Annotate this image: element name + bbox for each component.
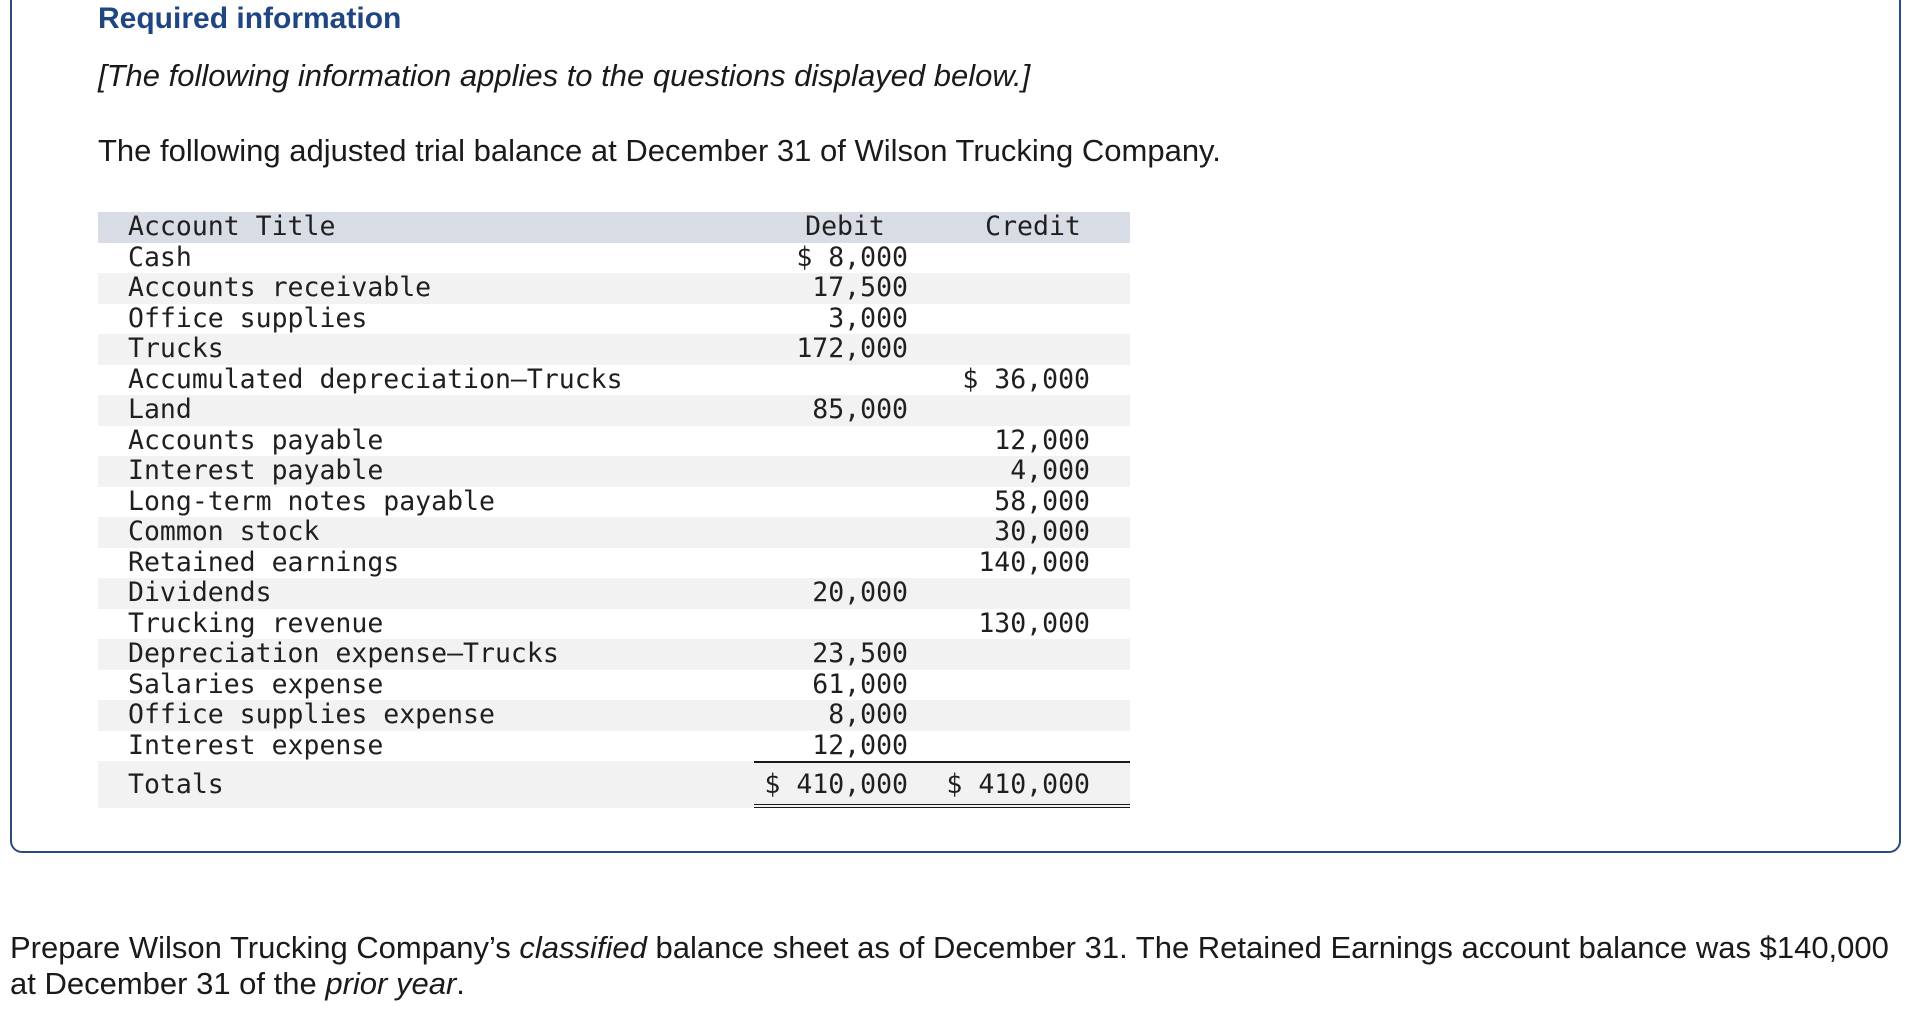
debit-cell: 61,000: [812, 668, 908, 700]
credit-cell: [936, 700, 1130, 731]
debit-cell: 20,000: [812, 577, 908, 608]
totals-debit: $ 410,000: [764, 769, 908, 800]
table-row: [98, 365, 1130, 396]
credit-cell: 30,000: [994, 516, 1090, 547]
debit-cell: [754, 548, 936, 579]
account-title-cell: Long-term notes payable: [128, 485, 495, 517]
credit-cell: 130,000: [978, 607, 1090, 639]
credit-cell: [936, 395, 1130, 426]
credit-cell: [936, 731, 1130, 762]
trial-balance-body: [98, 243, 1130, 762]
debit-cell: [754, 456, 936, 487]
account-title-cell: Common stock: [128, 516, 320, 547]
debit-cell: 3,000: [828, 302, 908, 334]
table-row: [98, 304, 1130, 335]
debit-cell: [754, 365, 936, 396]
account-title-cell: Trucking revenue: [128, 607, 384, 639]
debit-cell: [754, 426, 936, 457]
prompt-text-2: balance sheet as of December 31. The Retained Earnings account balance was $140,000 at December 31 of the: [10, 930, 1889, 1001]
credit-cell: 12,000: [994, 424, 1090, 456]
table-row: [98, 578, 1130, 609]
table-row: [98, 700, 1130, 731]
prompt-text-3: .: [456, 966, 465, 1001]
table-row: [98, 395, 1130, 426]
intro-text: The following adjusted trial balance at December 31 of Wilson Trucking Company.: [98, 133, 1221, 168]
totals-row: [98, 761, 1130, 808]
table-row: [98, 517, 1130, 548]
prompt-emphasis-prior-year: prior year: [325, 966, 457, 1001]
account-title-cell: Salaries expense: [128, 668, 384, 700]
table-header-row: [98, 212, 1130, 243]
account-title-cell: Interest expense: [128, 729, 384, 761]
totals-label: Totals: [128, 769, 224, 800]
debit-cell: [754, 609, 936, 640]
column-header-account-title: Account Title: [128, 211, 336, 242]
table-row: [98, 670, 1130, 701]
debit-cell: 85,000: [812, 394, 908, 425]
credit-cell: [936, 304, 1130, 335]
table-row: [98, 548, 1130, 579]
table-row: [98, 456, 1130, 487]
credit-cell: [936, 670, 1130, 701]
table-row: [98, 487, 1130, 518]
account-title-cell: Dividends: [128, 577, 272, 608]
account-title-cell: Cash: [128, 241, 192, 273]
account-title-cell: Interest payable: [128, 455, 384, 486]
credit-cell: [936, 273, 1130, 304]
account-title-cell: Office supplies expense: [128, 699, 495, 730]
credit-cell: [936, 243, 1130, 274]
debit-cell: $ 8,000: [796, 241, 908, 273]
account-title-cell: Accounts receivable: [128, 272, 432, 303]
credit-cell: [936, 578, 1130, 609]
debit-cell: 17,500: [812, 272, 908, 303]
totals-credit: $ 410,000: [946, 769, 1090, 800]
account-title-cell: Retained earnings: [128, 546, 400, 578]
account-title-cell: Accumulated depreciation—Trucks: [128, 363, 623, 395]
question-prompt: [10, 930, 1890, 1002]
column-header-credit: Credit: [985, 211, 1081, 242]
prompt-text-1: Prepare Wilson Trucking Company’s: [10, 930, 520, 965]
account-title-cell: Accounts payable: [128, 424, 384, 456]
credit-cell: 58,000: [994, 485, 1090, 517]
credit-cell: 4,000: [1010, 455, 1090, 486]
table-row: [98, 609, 1130, 640]
debit-cell: 23,500: [812, 638, 908, 669]
table-row: [98, 243, 1130, 274]
table-row: [98, 639, 1130, 670]
credit-cell: 140,000: [978, 546, 1090, 578]
table-row: [98, 334, 1130, 365]
required-information-heading: Required information: [98, 2, 402, 35]
trial-balance-table: [98, 212, 1130, 808]
account-title-cell: Land: [128, 394, 192, 425]
credit-cell: $ 36,000: [962, 363, 1090, 395]
debit-cell: [754, 487, 936, 518]
account-title-cell: Depreciation expense—Trucks: [128, 638, 559, 669]
applies-note: [The following information applies to the questions displayed below.]: [98, 58, 1031, 93]
table-row: [98, 426, 1130, 457]
account-title-cell: Trucks: [128, 333, 224, 364]
credit-cell: [936, 639, 1130, 670]
account-title-cell: Office supplies: [128, 302, 368, 334]
debit-cell: 8,000: [828, 699, 908, 730]
prompt-emphasis-classified: classified: [519, 930, 647, 965]
table-row: [98, 731, 1130, 762]
debit-cell: 12,000: [812, 729, 908, 761]
credit-cell: [936, 334, 1130, 365]
table-row: [98, 273, 1130, 304]
debit-cell: [754, 517, 936, 548]
column-header-debit: Debit: [805, 211, 885, 242]
debit-cell: 172,000: [796, 333, 908, 364]
